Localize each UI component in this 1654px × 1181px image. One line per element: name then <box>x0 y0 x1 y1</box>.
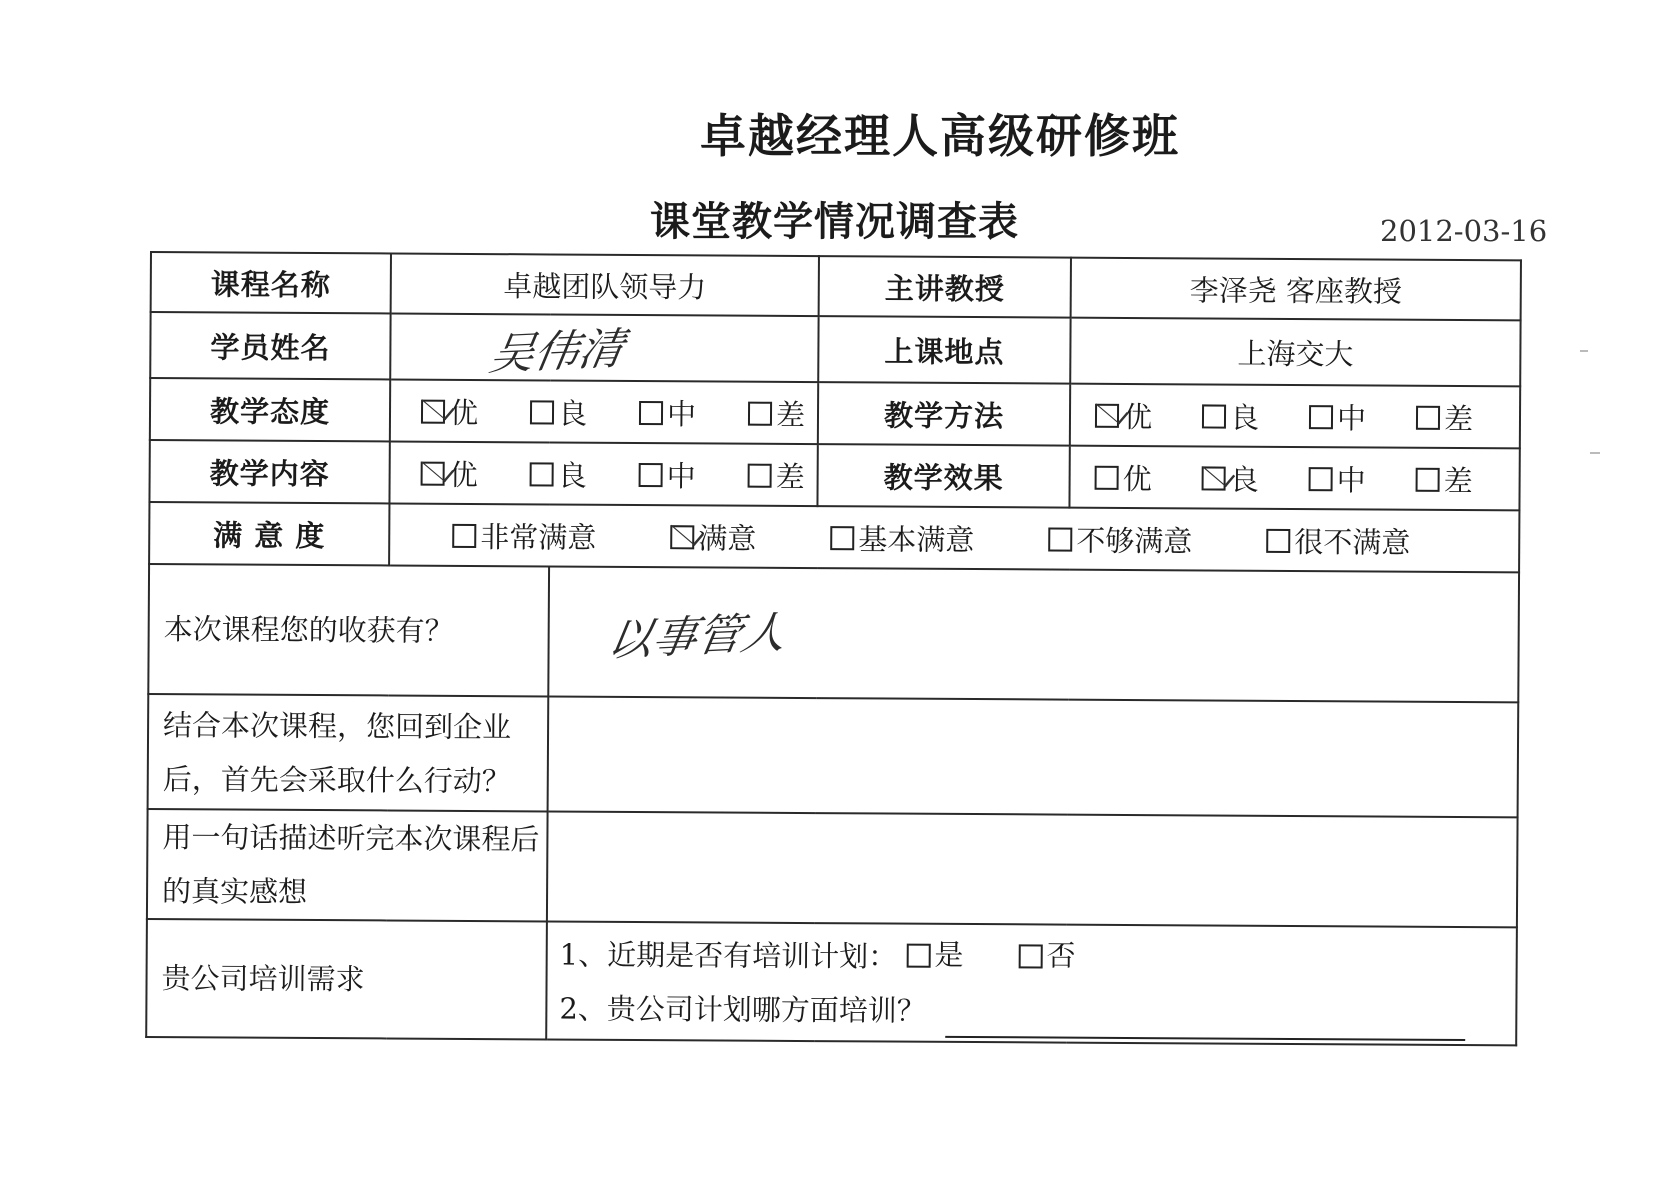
row-content <box>149 440 1519 510</box>
attitude-option-poor[interactable]: 差 <box>748 392 805 433</box>
action-answer-cell[interactable] <box>548 696 1519 817</box>
method-option-good[interactable]: 良 <box>1202 395 1259 436</box>
checkbox-icon[interactable] <box>639 401 663 425</box>
location-value: 上海交大 <box>1070 318 1520 387</box>
effect-option-excellent[interactable]: 优 <box>1095 456 1152 497</box>
method-option-excellent[interactable]: 优 <box>1095 394 1152 435</box>
checkbox-icon[interactable] <box>748 464 772 488</box>
attitude-option-good[interactable]: 良 <box>530 391 587 432</box>
course-value: 卓越团队领导力 <box>391 253 819 316</box>
content-label: 教学内容 <box>149 440 389 503</box>
training-q1-yes-option[interactable]: 是 <box>906 928 963 982</box>
course-label: 课程名称 <box>151 252 391 313</box>
action-question: 结合本次课程，您回到企业后，首先会采取什么行动？ <box>148 694 549 811</box>
content-option-excellent[interactable]: 优 <box>421 452 478 493</box>
survey-table <box>145 251 1522 1046</box>
content-option-poor[interactable]: 差 <box>748 454 805 495</box>
checkbox-icon[interactable] <box>906 944 930 968</box>
attitude-option-excellent[interactable]: 优 <box>421 390 478 431</box>
scan-speck <box>1580 350 1588 352</box>
row-training <box>146 919 1517 1045</box>
checkbox-icon[interactable] <box>452 524 476 548</box>
method-option-average[interactable]: 中 <box>1309 396 1366 437</box>
gain-answer-handwriting: 以事管人 <box>603 607 791 667</box>
effect-label: 教学效果 <box>817 444 1069 508</box>
feeling-question: 用一句话描述听完本次课程后的真实感想 <box>147 809 548 921</box>
survey-form <box>145 251 1520 1074</box>
row-feeling <box>147 809 1518 927</box>
training-q2: 2、贵公司计划哪方面培训？ <box>559 991 926 1028</box>
attitude-option-average[interactable]: 中 <box>639 391 696 432</box>
training-q2-answer-line[interactable] <box>945 1012 1465 1041</box>
checkbox-icon[interactable] <box>530 462 554 486</box>
gain-answer-cell[interactable] <box>548 566 1519 702</box>
checkbox-icon[interactable] <box>1416 406 1440 430</box>
checkbox-icon[interactable] <box>1095 466 1119 490</box>
satisfaction-option-satisfied[interactable]: 满意 <box>670 516 756 558</box>
training-q1-line <box>560 926 1516 988</box>
checkbox-icon[interactable] <box>1309 405 1333 429</box>
attitude-options <box>390 379 818 444</box>
row-course <box>151 252 1521 320</box>
satisfaction-option-basically-satisfied[interactable]: 基本满意 <box>830 517 974 559</box>
satisfaction-options <box>389 503 1519 572</box>
checkbox-icon[interactable] <box>1416 468 1440 492</box>
checkbox-icon[interactable] <box>639 463 663 487</box>
student-label: 学员姓名 <box>150 312 390 379</box>
method-option-poor[interactable]: 差 <box>1416 396 1473 437</box>
content-options <box>389 441 817 506</box>
checkbox-icon[interactable] <box>1048 527 1072 551</box>
form-subtitle: 课堂教学情况调查表 <box>650 199 1019 245</box>
checkbox-checked-icon[interactable] <box>421 400 445 424</box>
checkbox-checked-icon[interactable] <box>421 462 445 486</box>
form-title: 卓越经理人高级研修班 <box>700 109 1180 163</box>
effect-option-good[interactable]: 良 <box>1202 457 1259 498</box>
row-attitude <box>150 378 1520 448</box>
content-option-average[interactable]: 中 <box>639 453 696 494</box>
satisfaction-label: 满 意 度 <box>149 502 389 565</box>
gain-question: 本次课程您的收获有？ <box>148 564 549 696</box>
checkbox-icon[interactable] <box>1019 944 1043 968</box>
row-action <box>148 694 1519 817</box>
satisfaction-option-very-satisfied[interactable]: 非常满意 <box>452 514 596 556</box>
checkbox-checked-icon[interactable] <box>1202 466 1226 490</box>
attitude-label: 教学态度 <box>150 378 390 441</box>
lecturer-value: 李泽尧 客座教授 <box>1071 258 1521 321</box>
row-student <box>150 312 1520 386</box>
location-label: 上课地点 <box>818 316 1070 384</box>
training-q2-line <box>559 982 1515 1042</box>
student-name-handwriting: 吴伟清 <box>485 323 628 381</box>
checkbox-icon[interactable] <box>1309 467 1333 491</box>
method-options <box>1070 384 1520 449</box>
training-cell <box>546 921 1517 1045</box>
checkbox-icon[interactable] <box>530 400 554 424</box>
effect-option-poor[interactable]: 差 <box>1416 458 1473 499</box>
training-q1: 1、近期是否有培训计划： <box>559 937 898 974</box>
row-satisfaction <box>149 502 1519 572</box>
checkbox-checked-icon[interactable] <box>670 525 694 549</box>
student-cell <box>390 313 818 382</box>
checkbox-checked-icon[interactable] <box>1095 404 1119 428</box>
checkbox-icon[interactable] <box>1266 529 1290 553</box>
lecturer-label: 主讲教授 <box>819 256 1071 318</box>
training-q1-no-option[interactable]: 否 <box>1018 928 1075 982</box>
form-date: 2012-03-16 <box>1380 214 1548 248</box>
feeling-answer-cell[interactable] <box>547 811 1518 927</box>
satisfaction-option-very-unsatisfied[interactable]: 很不满意 <box>1266 519 1410 561</box>
row-gain <box>148 564 1519 702</box>
method-label: 教学方法 <box>818 382 1070 446</box>
satisfaction-option-not-satisfied[interactable]: 不够满意 <box>1048 518 1192 560</box>
effect-options <box>1069 446 1519 511</box>
effect-option-average[interactable]: 中 <box>1309 458 1366 499</box>
checkbox-icon[interactable] <box>1202 404 1226 428</box>
scan-speck <box>1590 452 1600 454</box>
checkbox-icon[interactable] <box>830 526 854 550</box>
training-label: 贵公司培训需求 <box>146 919 547 1039</box>
content-option-good[interactable]: 良 <box>530 453 587 494</box>
checkbox-icon[interactable] <box>748 402 772 426</box>
